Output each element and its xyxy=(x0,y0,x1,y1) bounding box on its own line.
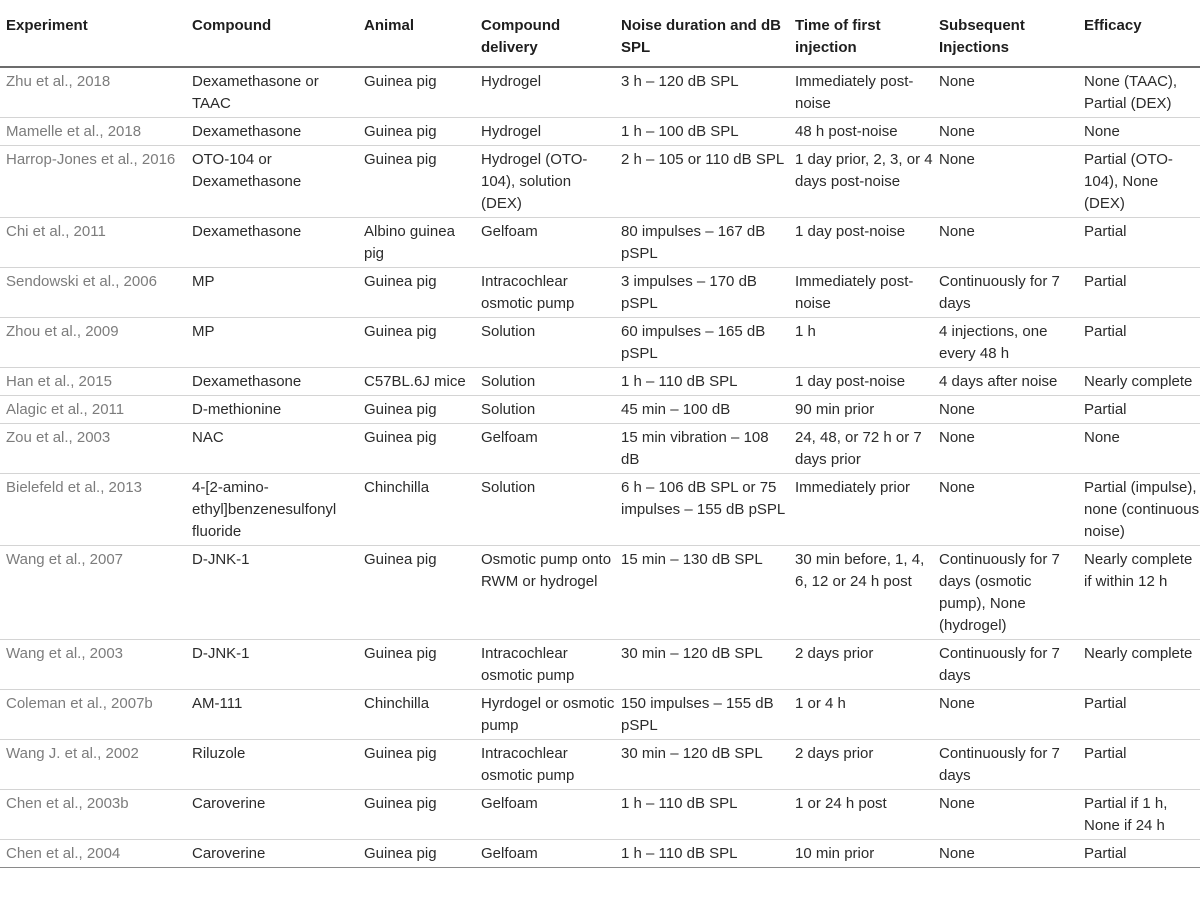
cell-animal: Guinea pig xyxy=(364,795,437,812)
cell-animal: Guinea pig xyxy=(364,551,437,568)
cell-subsequent-injections: Continuously for 7 days xyxy=(939,273,1060,312)
cell-compound: Caroverine xyxy=(192,795,266,812)
cell-subsequent-injections: None xyxy=(939,695,975,712)
cell-efficacy: Partial xyxy=(1084,745,1127,762)
cell-time-of-first-injection: Immediately prior xyxy=(795,479,911,496)
column-header-noise-duration: Noise duration and dB SPL xyxy=(621,17,782,56)
cell-animal: Guinea pig xyxy=(364,745,437,762)
cell-noise-duration: 6 h – 106 dB SPL or 75 impulses – 155 dB pSPL xyxy=(621,479,786,518)
column-header-efficacy: Efficacy xyxy=(1084,17,1142,34)
cell-compound-delivery: Gelfoam xyxy=(481,429,538,446)
cell-compound: Caroverine xyxy=(192,845,266,862)
cell-animal: Guinea pig xyxy=(364,123,437,140)
table-row xyxy=(0,368,1200,396)
table-row xyxy=(0,118,1200,146)
cell-animal: C57BL.6J mice xyxy=(364,373,466,390)
cell-efficacy: Partial xyxy=(1084,695,1127,712)
cell-subsequent-injections: None xyxy=(939,845,975,862)
cell-animal: Guinea pig xyxy=(364,645,437,662)
cell-animal: Guinea pig xyxy=(364,323,437,340)
table-row xyxy=(0,67,1200,118)
cell-time-of-first-injection: 2 days prior xyxy=(795,645,874,662)
header-row xyxy=(0,4,1200,67)
cell-efficacy: Partial (impulse), none (continuous noise) xyxy=(1084,479,1200,540)
cell-compound: D-methionine xyxy=(192,401,282,418)
cell-noise-duration: 1 h – 100 dB SPL xyxy=(621,123,739,140)
cell-experiment: Alagic et al., 2011 xyxy=(6,401,125,418)
cell-compound: 4-[2-amino-ethyl]benzenesulfonyl fluoride xyxy=(192,479,337,540)
cell-efficacy: Partial if 1 h, None if 24 h xyxy=(1084,795,1168,834)
cell-noise-duration: 1 h – 110 dB SPL xyxy=(621,373,738,390)
cell-time-of-first-injection: 1 day post-noise xyxy=(795,373,906,390)
table-row xyxy=(0,146,1200,218)
cell-time-of-first-injection: 1 h xyxy=(795,323,816,340)
cell-compound-delivery: Hyrdogel or osmotic pump xyxy=(481,695,615,734)
cell-experiment: Wang J. et al., 2002 xyxy=(6,745,139,762)
cell-noise-duration: 1 h – 110 dB SPL xyxy=(621,795,738,812)
cell-efficacy: Partial xyxy=(1084,223,1127,240)
cell-compound-delivery: Solution xyxy=(481,373,536,390)
cell-time-of-first-injection: 1 day post-noise xyxy=(795,223,906,240)
cell-experiment: Zhu et al., 2018 xyxy=(6,73,111,90)
cell-time-of-first-injection: 24, 48, or 72 h or 7 days prior xyxy=(795,429,922,468)
cell-time-of-first-injection: 1 day prior, 2, 3, or 4 days post-noise xyxy=(795,151,933,190)
cell-animal: Albino guinea pig xyxy=(364,223,455,262)
cell-subsequent-injections: None xyxy=(939,795,975,812)
cell-subsequent-injections: None xyxy=(939,151,975,168)
cell-noise-duration: 3 h – 120 dB SPL xyxy=(621,73,739,90)
cell-noise-duration: 3 impulses – 170 dB pSPL xyxy=(621,273,757,312)
cell-noise-duration: 30 min – 120 dB SPL xyxy=(621,645,763,662)
cell-compound-delivery: Intracochlear osmotic pump xyxy=(481,273,575,312)
cell-noise-duration: 60 impulses – 165 dB pSPL xyxy=(621,323,766,362)
cell-compound: Dexamethasone xyxy=(192,373,302,390)
cell-experiment: Sendowski et al., 2006 xyxy=(6,273,157,290)
cell-subsequent-injections: Continuously for 7 days xyxy=(939,745,1060,784)
cell-noise-duration: 45 min – 100 dB xyxy=(621,401,731,418)
cell-compound-delivery: Intracochlear osmotic pump xyxy=(481,745,575,784)
cell-time-of-first-injection: 90 min prior xyxy=(795,401,875,418)
cell-experiment: Coleman et al., 2007b xyxy=(6,695,153,712)
column-header-subsequent-injections: Subsequent Injections xyxy=(939,17,1025,56)
column-header-compound: Compound xyxy=(192,17,272,34)
study-table xyxy=(0,4,1200,868)
cell-compound: MP xyxy=(192,323,215,340)
cell-efficacy: None xyxy=(1084,123,1120,140)
cell-subsequent-injections: None xyxy=(939,123,975,140)
cell-experiment: Zhou et al., 2009 xyxy=(6,323,119,340)
cell-animal: Guinea pig xyxy=(364,73,437,90)
cell-efficacy: Nearly complete xyxy=(1084,373,1193,390)
cell-subsequent-injections: None xyxy=(939,429,975,446)
cell-animal: Guinea pig xyxy=(364,273,437,290)
cell-subsequent-injections: 4 injections, one every 48 h xyxy=(939,323,1048,362)
cell-efficacy: None (TAAC), Partial (DEX) xyxy=(1084,73,1178,112)
cell-subsequent-injections: None xyxy=(939,223,975,240)
cell-compound-delivery: Hydrogel xyxy=(481,123,542,140)
cell-time-of-first-injection: 1 or 4 h xyxy=(795,695,846,712)
cell-experiment: Wang et al., 2007 xyxy=(6,551,124,568)
cell-noise-duration: 80 impulses – 167 dB pSPL xyxy=(621,223,766,262)
cell-compound-delivery: Gelfoam xyxy=(481,223,538,240)
cell-compound: Riluzole xyxy=(192,745,246,762)
table-row xyxy=(0,218,1200,268)
cell-animal: Guinea pig xyxy=(364,401,437,418)
cell-compound-delivery: Gelfoam xyxy=(481,795,538,812)
cell-compound-delivery: Solution xyxy=(481,323,536,340)
cell-animal: Chinchilla xyxy=(364,695,430,712)
cell-compound: Dexamethasone xyxy=(192,223,302,240)
cell-noise-duration: 1 h – 110 dB SPL xyxy=(621,845,738,862)
column-header-animal: Animal xyxy=(364,17,415,34)
table-row xyxy=(0,690,1200,740)
cell-compound-delivery: Intracochlear osmotic pump xyxy=(481,645,575,684)
table-row xyxy=(0,318,1200,368)
column-header-experiment: Experiment xyxy=(6,17,88,34)
table-row xyxy=(0,640,1200,690)
cell-experiment: Han et al., 2015 xyxy=(6,373,112,390)
cell-time-of-first-injection: 2 days prior xyxy=(795,745,874,762)
cell-experiment: Wang et al., 2003 xyxy=(6,645,124,662)
cell-time-of-first-injection: Immediately post-noise xyxy=(795,73,914,112)
cell-efficacy: Partial (OTO-104), None (DEX) xyxy=(1084,151,1173,212)
cell-animal: Guinea pig xyxy=(364,151,437,168)
cell-noise-duration: 2 h – 105 or 110 dB SPL xyxy=(621,151,785,168)
table-row xyxy=(0,268,1200,318)
table-row xyxy=(0,396,1200,424)
cell-time-of-first-injection: 10 min prior xyxy=(795,845,875,862)
cell-compound: Dexamethasone xyxy=(192,123,302,140)
cell-noise-duration: 15 min vibration – 108 dB xyxy=(621,429,769,468)
cell-efficacy: Nearly complete if within 12 h xyxy=(1084,551,1193,590)
cell-efficacy: Nearly complete xyxy=(1084,645,1193,662)
cell-subsequent-injections: None xyxy=(939,401,975,418)
cell-compound: OTO-104 or Dexamethasone xyxy=(192,151,302,190)
table-row xyxy=(0,424,1200,474)
cell-compound: D-JNK-1 xyxy=(192,645,250,662)
table-row xyxy=(0,790,1200,840)
cell-animal: Chinchilla xyxy=(364,479,430,496)
cell-experiment: Chen et al., 2004 xyxy=(6,845,121,862)
column-header-time-of-first-injection: Time of first injection xyxy=(795,17,881,56)
cell-compound-delivery: Solution xyxy=(481,401,536,418)
cell-compound: MP xyxy=(192,273,215,290)
cell-time-of-first-injection: 30 min before, 1, 4, 6, 12 or 24 h post xyxy=(795,551,925,590)
cell-compound-delivery: Gelfoam xyxy=(481,845,538,862)
cell-experiment: Chen et al., 2003b xyxy=(6,795,129,812)
cell-compound: AM-111 xyxy=(192,695,243,712)
cell-animal: Guinea pig xyxy=(364,429,437,446)
table-header xyxy=(0,4,1200,67)
cell-efficacy: Partial xyxy=(1084,401,1127,418)
cell-compound-delivery: Solution xyxy=(481,479,536,496)
cell-noise-duration: 150 impulses – 155 dB pSPL xyxy=(621,695,774,734)
cell-time-of-first-injection: 1 or 24 h post xyxy=(795,795,887,812)
column-header-compound-delivery: Compound delivery xyxy=(481,17,561,56)
table-row xyxy=(0,840,1200,868)
cell-noise-duration: 30 min – 120 dB SPL xyxy=(621,745,763,762)
cell-experiment: Bielefeld et al., 2013 xyxy=(6,479,142,496)
cell-efficacy: Partial xyxy=(1084,273,1127,290)
table-body xyxy=(0,67,1200,868)
cell-animal: Guinea pig xyxy=(364,845,437,862)
cell-subsequent-injections: 4 days after noise xyxy=(939,373,1058,390)
cell-compound: Dexamethasone or TAAC xyxy=(192,73,319,112)
table-row xyxy=(0,740,1200,790)
cell-compound-delivery: Hydrogel xyxy=(481,73,542,90)
cell-time-of-first-injection: 48 h post-noise xyxy=(795,123,898,140)
cell-subsequent-injections: Continuously for 7 days xyxy=(939,645,1060,684)
cell-subsequent-injections: None xyxy=(939,479,975,496)
cell-subsequent-injections: Continuously for 7 days (osmotic pump), None (hydrogel) xyxy=(939,551,1060,634)
cell-compound-delivery: Hydrogel (OTO-104), solution (DEX) xyxy=(481,151,588,212)
cell-noise-duration: 15 min – 130 dB SPL xyxy=(621,551,763,568)
table-row xyxy=(0,546,1200,640)
table-row xyxy=(0,474,1200,546)
cell-experiment: Chi et al., 2011 xyxy=(6,223,106,240)
cell-efficacy: Partial xyxy=(1084,323,1127,340)
cell-time-of-first-injection: Immediately post-noise xyxy=(795,273,914,312)
cell-compound: D-JNK-1 xyxy=(192,551,250,568)
cell-experiment: Harrop-Jones et al., 2016 xyxy=(6,151,176,168)
cell-efficacy: None xyxy=(1084,429,1120,446)
cell-compound: NAC xyxy=(192,429,224,446)
cell-experiment: Mamelle et al., 2018 xyxy=(6,123,142,140)
cell-experiment: Zou et al., 2003 xyxy=(6,429,111,446)
cell-subsequent-injections: None xyxy=(939,73,975,90)
cell-efficacy: Partial xyxy=(1084,845,1127,862)
cell-compound-delivery: Osmotic pump onto RWM or hydrogel xyxy=(481,551,612,590)
